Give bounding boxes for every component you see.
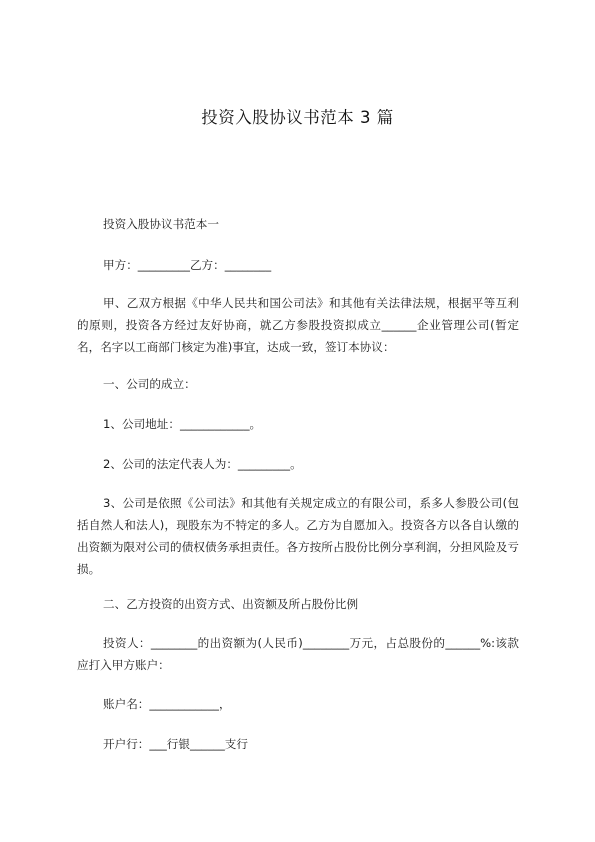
section-heading-investment: 二、乙方投资的出资方式、出资额及所占股份比例 — [103, 597, 359, 611]
bank-branch-line: 开户行：___行银______支行 — [103, 737, 248, 751]
clause-company-nature: 3、公司是依照《公司法》和其他有关规定成立的有限公司，系多人参股公司(包括自然人和法人)，现股东为不特定的多人。乙方为自愿加入。投资各方以各自认缴的出资额为限对公司的债权债务承担责任。各方按所占股份比例分享利润，分担风险及亏损。 — [77, 496, 519, 576]
account-name-line: 账户名：____________， — [103, 697, 231, 711]
clause-company-address: 1、公司地址：____________。 — [103, 417, 262, 431]
clause-legal-representative: 2、公司的法定代表人为：_________。 — [103, 457, 302, 471]
section-heading-company-establishment: 一、公司的成立： — [103, 377, 196, 391]
section-heading-sample-one: 投资入股协议书范本一 — [103, 217, 219, 231]
parties-line: 甲方：_________乙方：________ — [103, 258, 272, 272]
clause-investor-contribution: 投资人：________的出资额为(人民币)________万元，占总股份的______%:该款应打入甲方账户： — [77, 636, 519, 672]
preamble-paragraph: 甲、乙双方根据《中华人民共和国公司法》和其他有关法律法规，根据平等互利的原则，投资各方经过友好协商，就乙方参股投资拟成立______企业管理公司(暂定名，名字以工商部门核定为准)事宜，达成一致，签订本协议： — [77, 296, 519, 354]
document-title: 投资入股协议书范本 3 篇 — [201, 108, 394, 127]
